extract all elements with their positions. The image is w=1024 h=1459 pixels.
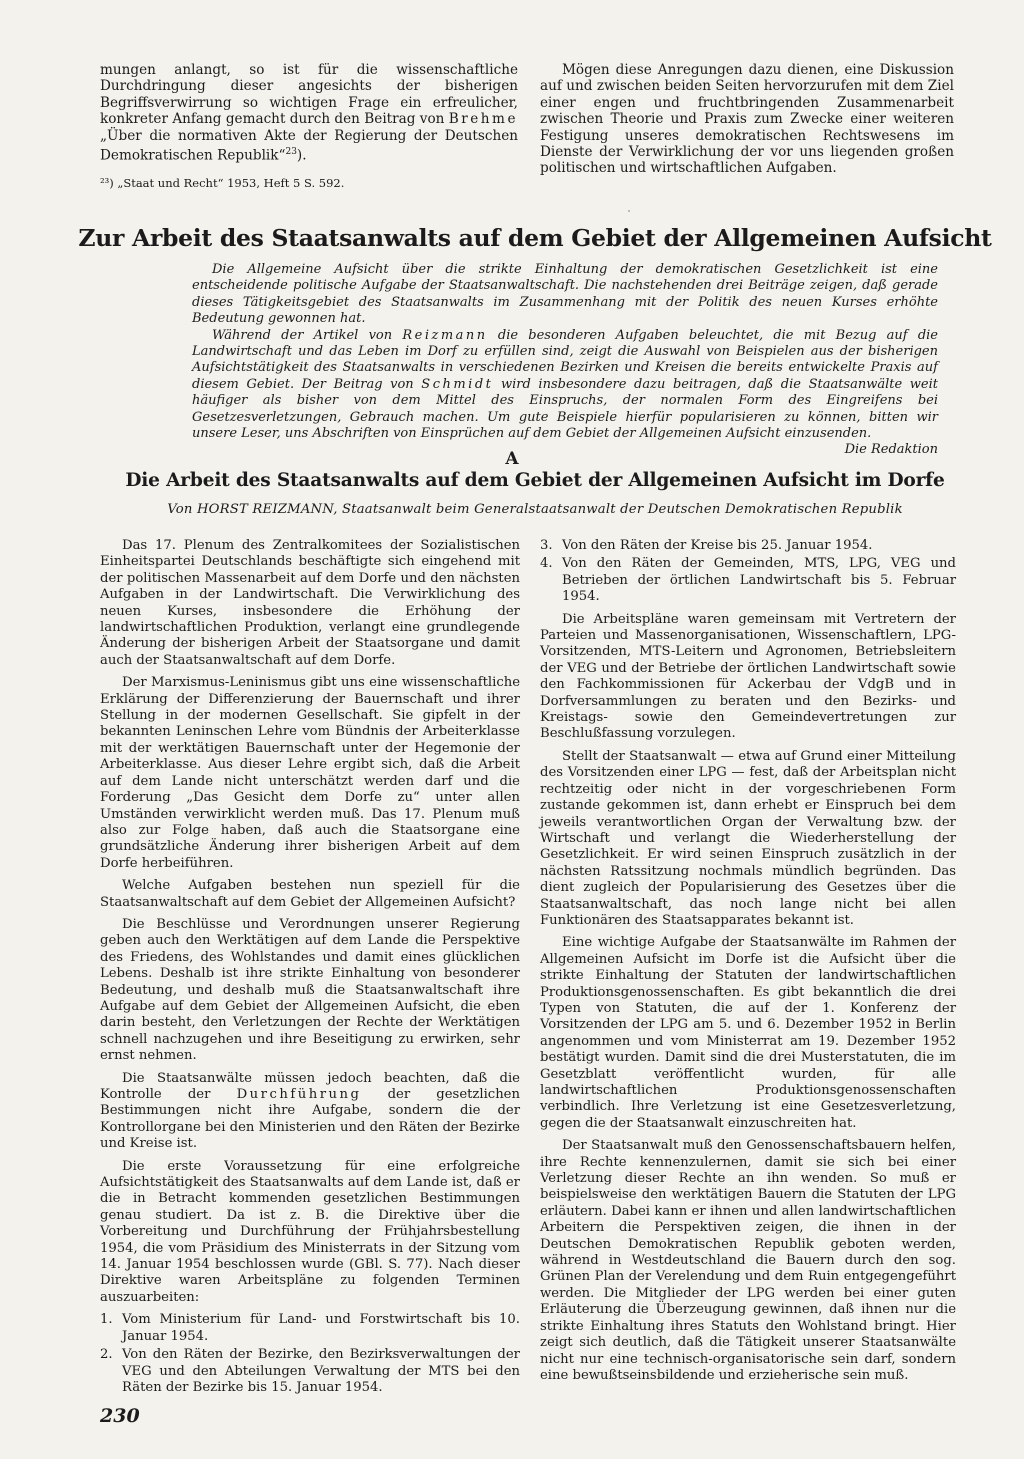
list-text: Von den Räten der Gemeinden, MTS, LPG, VEG und Betrieben der örtlichen Landwirtschaft bis 5. Februar 1954. [562,556,956,605]
list-number: 3. [540,538,553,553]
list-number: 1. [100,1312,113,1328]
editorial-intro [192,262,938,459]
intro-paragraph-2 [192,328,938,443]
top-right-column [540,62,954,183]
text-run: ). [296,147,307,164]
paragraph: Die Beschlüsse und Verordnungen unserer Regierung geben auch den Werktätigen auf dem Lande die Perspektive des Friedens, des Wohlstandes und damit eines glücklichen Lebens. Deshalb ist ihre strikte Einhaltung von besonderer Bedeutung, und deshalb muß die Staatsanwaltschaft ihre Aufgabe auf dem Gebiet der Allgemeinen Aufsicht, die eben darin besteht, den Verletzungen der Rechte der Werktätigen schnell nachzugehen und ihre Beseitigung zu erwirken, sehr ernst nehmen. [100,916,520,1064]
paragraph: Eine wichtige Aufgabe der Staatsanwälte im Rahmen der Allgemeinen Aufsicht im Dorfe ist die Aufsicht über die strikte Einhaltung der Statuten der landwirtschaftlichen Produktionsgenossenschaften. Es gibt bekanntlich die drei Typen von Statuten, die auf der 1. Konferenz der Vorsitzenden der LPG am 5. und 6. Dezember 1952 in Berlin angenommen und vom Ministerrat am 19. Dezember 1952 bestätigt wurden. Damit sind die drei Musterstatuten, die im Gesetzblatt veröffentlicht wurden, für alle landwirtschaftlichen Produktionsgenossenschaften verbindlich. Ihre Verletzung ist eine Gesetzesverletzung, gegen die der Staatsanwalt einzuschreiten hat. [540,935,956,1131]
emphasis-spaced: Durchführung [236,1087,362,1102]
list-text: Von den Räten der Kreise bis 25. Januar 1954. [562,538,873,553]
list-item [540,538,956,554]
top-left-column [100,62,518,170]
deadline-list [100,1312,520,1396]
paragraph: Der Marxismus-Leninismus gibt uns eine wissenschaftliche Erklärung der Differenzierung der Bauernschaft und ihrer Stellung in der modernen Gesellschaft. Sie gipfelt in der bekannten Leninschen Lehre vom Bündnis der Arbeiterklasse mit der werktätigen Bauernschaft unter der Hegemonie der Arbeiterklasse. Aus dieser Lehre ergibt sich, daß die Arbeit auf dem Lande nicht unterschätzt werden darf und die Forderung „Das Gesicht dem Dorfe zu“ unter allen Umständen verwirklicht werden muß. Das 17. Plenum muß also zur Folge haben, daß auch die Staatsorgane eine grundsätzliche Änderung ihrer bisherigen Arbeit auf dem Dorfe herbeiführen. [100,675,520,871]
text-run: Die Staatsanwälte müssen jedoch beachten, daß die Kontrolle der [100,1070,520,1102]
deadline-list-continued [540,538,956,606]
list-item [100,1312,520,1345]
paragraph: Welche Aufgaben bestehen nun speziell für die Staatsanwaltschaft auf dem Gebiet der Allgemeinen Aufsicht? [100,878,520,910]
paragraph: Die Arbeitspläne waren gemeinsam mit Vertretern der Parteien und Massenorganisationen, Wissenschaftlern, LPG-Vorsitzenden, MTS-Leitern und Agronomen, Betriebsleitern der VEG und der Betriebe der örtlichen Landwirtschaft sowie den Fachkommissionen für Ackerbau der VdgB und in Dorfversammlungen zu beraten und den Bezirks- und Kreistags- sowie den Gemeindevertretungen zur Beschlußfassung vorzulegen. [540,611,956,742]
footnote-ref: 23 [285,147,297,158]
list-number: 4. [540,556,553,572]
page-number: 230 [100,1405,140,1427]
list-item [540,556,956,605]
author-name: Schmidt [421,376,494,392]
article-right-column [540,538,956,1390]
paragraph: Das 17. Plenum des Zentralkomitees der Sozialistischen Einheitspartei Deutschlands beschäftigte sich eingehend mit der politischen Massenarbeit auf dem Dorfe und den nächsten Aufgaben in der Landwirtschaft. Die Verwirklichung des neuen Kurses, insbesondere die Erhöhung der landwirtschaftlichen Produktion, verlangt eine grundlegende Änderung der bisherigen Arbeit der Staatsorgane und damit auch der Staatsanwaltschaft auf dem Dorfe. [100,538,520,668]
text-run: Während der Artikel von [212,327,403,343]
text-run: mungen anlangt, so ist für die wissenschaftliche Durchdringung dieser angesichts der bisherigen Begriffsverwirrung so wichtigen Frage ein erfreulicher, konkreter Anfang gemacht durch den Beitrag von [100,62,518,128]
closing-paragraph: Mögen diese Anregungen dazu dienen, eine Diskussion auf und zwischen beiden Seiten hervorzurufen mit dem Ziel einer engen und fruchtbringenden Zusammenarbeit zwischen Theorie und Praxis zum Zwecke einer weiteren Festigung unseres demokratischen Rechtswesens im Dienste der Verwirklichung der vor uns liegenden großen politischen und wirtschaftlichen Aufgaben. [540,62,954,177]
footnote: ²³) „Staat und Recht“ 1953, Heft 5 S. 592. [100,176,345,190]
continued-paragraph [100,62,518,164]
article-byline: Von HORST REIZMANN, Staatsanwalt beim Generalstaatsanwalt der Deutschen Demokratischen Republik [167,502,903,517]
editorial-signature: Die Redaktion [844,442,938,458]
paragraph [100,1071,520,1153]
section-title: Zur Arbeit des Staatsanwalts auf dem Gebiet der Allgemeinen Aufsicht [78,224,992,252]
scan-speck [628,210,630,212]
list-text: Vom Ministerium für Land- und Forstwirtschaft bis 10. Januar 1954. [122,1312,520,1344]
article-title: Die Arbeit des Staatsanwalts auf dem Gebiet der Allgemeinen Aufsicht im Dorfe [125,470,945,491]
article-letter: A [505,449,519,469]
text-run: der gesetzlichen Bestimmungen nicht ihre Aufgabe, sondern die der Kontrollorgane bei den Ministerien und den Räten der Bezirke und Kreise ist. [100,1087,520,1152]
article-left-column [100,538,520,1402]
text-run: „Über die normativen Akte der Regierung der Deutschen Demokratischen Republik“ [100,127,518,164]
paragraph: Stellt der Staatsanwalt — etwa auf Grund einer Mitteilung des Vorsitzenden einer LPG — fest, daß der Arbeitsplan nicht rechtzeitig oder nicht in der vorgeschriebenen Form zustande gekommen ist, dann erhebt er Einspruch bei dem jeweils verantwortlichen Organ der Verwaltung bzw. der Wirtschaft und verlangt die Wiederherstellung der Gesetzlichkeit. Er wird seinen Einspruch zusätzlich in der nächsten Ratssitzung nochmals mündlich begründen. Das dient zugleich der Popularisierung des Gesetzes über die Staatsanwaltschaft, das noch lange nicht bei allen Funktionären des Staatsapparates bekannt ist. [540,748,956,928]
paragraph: Der Staatsanwalt muß den Genossenschaftsbauern helfen, ihre Rechte kennenzulernen, damit sie sich bei einer Verletzung dieser Rechte an ihn wenden. So muß er beispielsweise den werktätigen Bauern die Statuten der LPG erläutern. Dabei kann er ihnen und allen landwirtschaftlichen Arbeitern die Perspektiven zeigen, die ihnen in der Deutschen Demokratischen Republik geboten werden, während in Westdeutschland die Bauern durch den sog. Grünen Plan der Verelendung und dem Ruin entgegengeführt werden. Die Mitglieder der LPG werden bei einer guten Erläuterung die Überzeugung gewinnen, daß ihnen nur die strikte Einhaltung ihres Statuts den Wohlstand bringt. Hier zeigt sich deutlich, daß die Tätigkeit unserer Staatsanwälte nicht nur eine technisch-organisatorische sein darf, sondern eine bewußtseinsbildende und erzieherische sein muß. [540,1138,956,1383]
paragraph: Die erste Voraussetzung für eine erfolgreiche Aufsichtstätigkeit des Staatsanwalts auf dem Lande ist, daß er die in Betracht kommenden gesetzlichen Bestimmungen genau studiert. Da ist z. B. die Direktive über die Vorbereitung und Durchführung der Frühjahrsbestellung 1954, die vom Präsidium des Ministerrats in der Sitzung vom 14. Januar 1954 beschlossen wurde (GBl. S. 77). Nach dieser Direktive waren Arbeitspläne zu folgenden Terminen auszuarbeiten: [100,1158,520,1305]
text-run: die besonderen Aufgaben beleuchtet, die mit Bezug auf die Landwirtschaft und das Leben im Dorf zu erfüllen sind, zeigt die Auswahl von Beispielen aus der bisherigen Aufsichtstätigkeit des Staatsanwalts in verschiedenen Bezirken und Kreisen die bereits entwickelte Praxis auf diesem Gebiet. Der Beitrag von [192,327,938,392]
text-run: wird insbesondere dazu beitragen, daß die Staatsanwälte weit häufiger als bisher von dem Mittel des Einspruchs, der normalen Form des Eingreifens bei Gesetzesverletzungen, Gebrauch machen. Um gute Beispiele hierfür popularisieren zu können, bitten wir unsere Leser, uns Abschriften von Einsprüchen auf dem Gebiet der Allgemeinen Aufsicht einzusenden. [192,376,938,442]
author-name: Reizmann [402,327,488,343]
intro-paragraph-1: Die Allgemeine Aufsicht über die strikte Einhaltung der demokratischen Gesetzlichkeit ist eine entscheidende politische Aufgabe der Staatsanwaltschaft. Die nachstehenden drei Beiträge zeigen, daß gerade dieses Tätigkeitsgebiet des Staatsanwalts im Zusammenhang mit der Politik des neuen Kurses erhöhte Bedeutung gewonnen hat. [192,262,938,327]
list-item [100,1347,520,1396]
author-name: Brehme [448,111,518,128]
list-number: 2. [100,1347,113,1363]
list-text: Von den Räten der Bezirke, den Bezirksverwaltungen der VEG und den Abteilungen Verwaltung der MTS bei den Räten der Bezirke bis 15. Januar 1954. [122,1347,520,1395]
